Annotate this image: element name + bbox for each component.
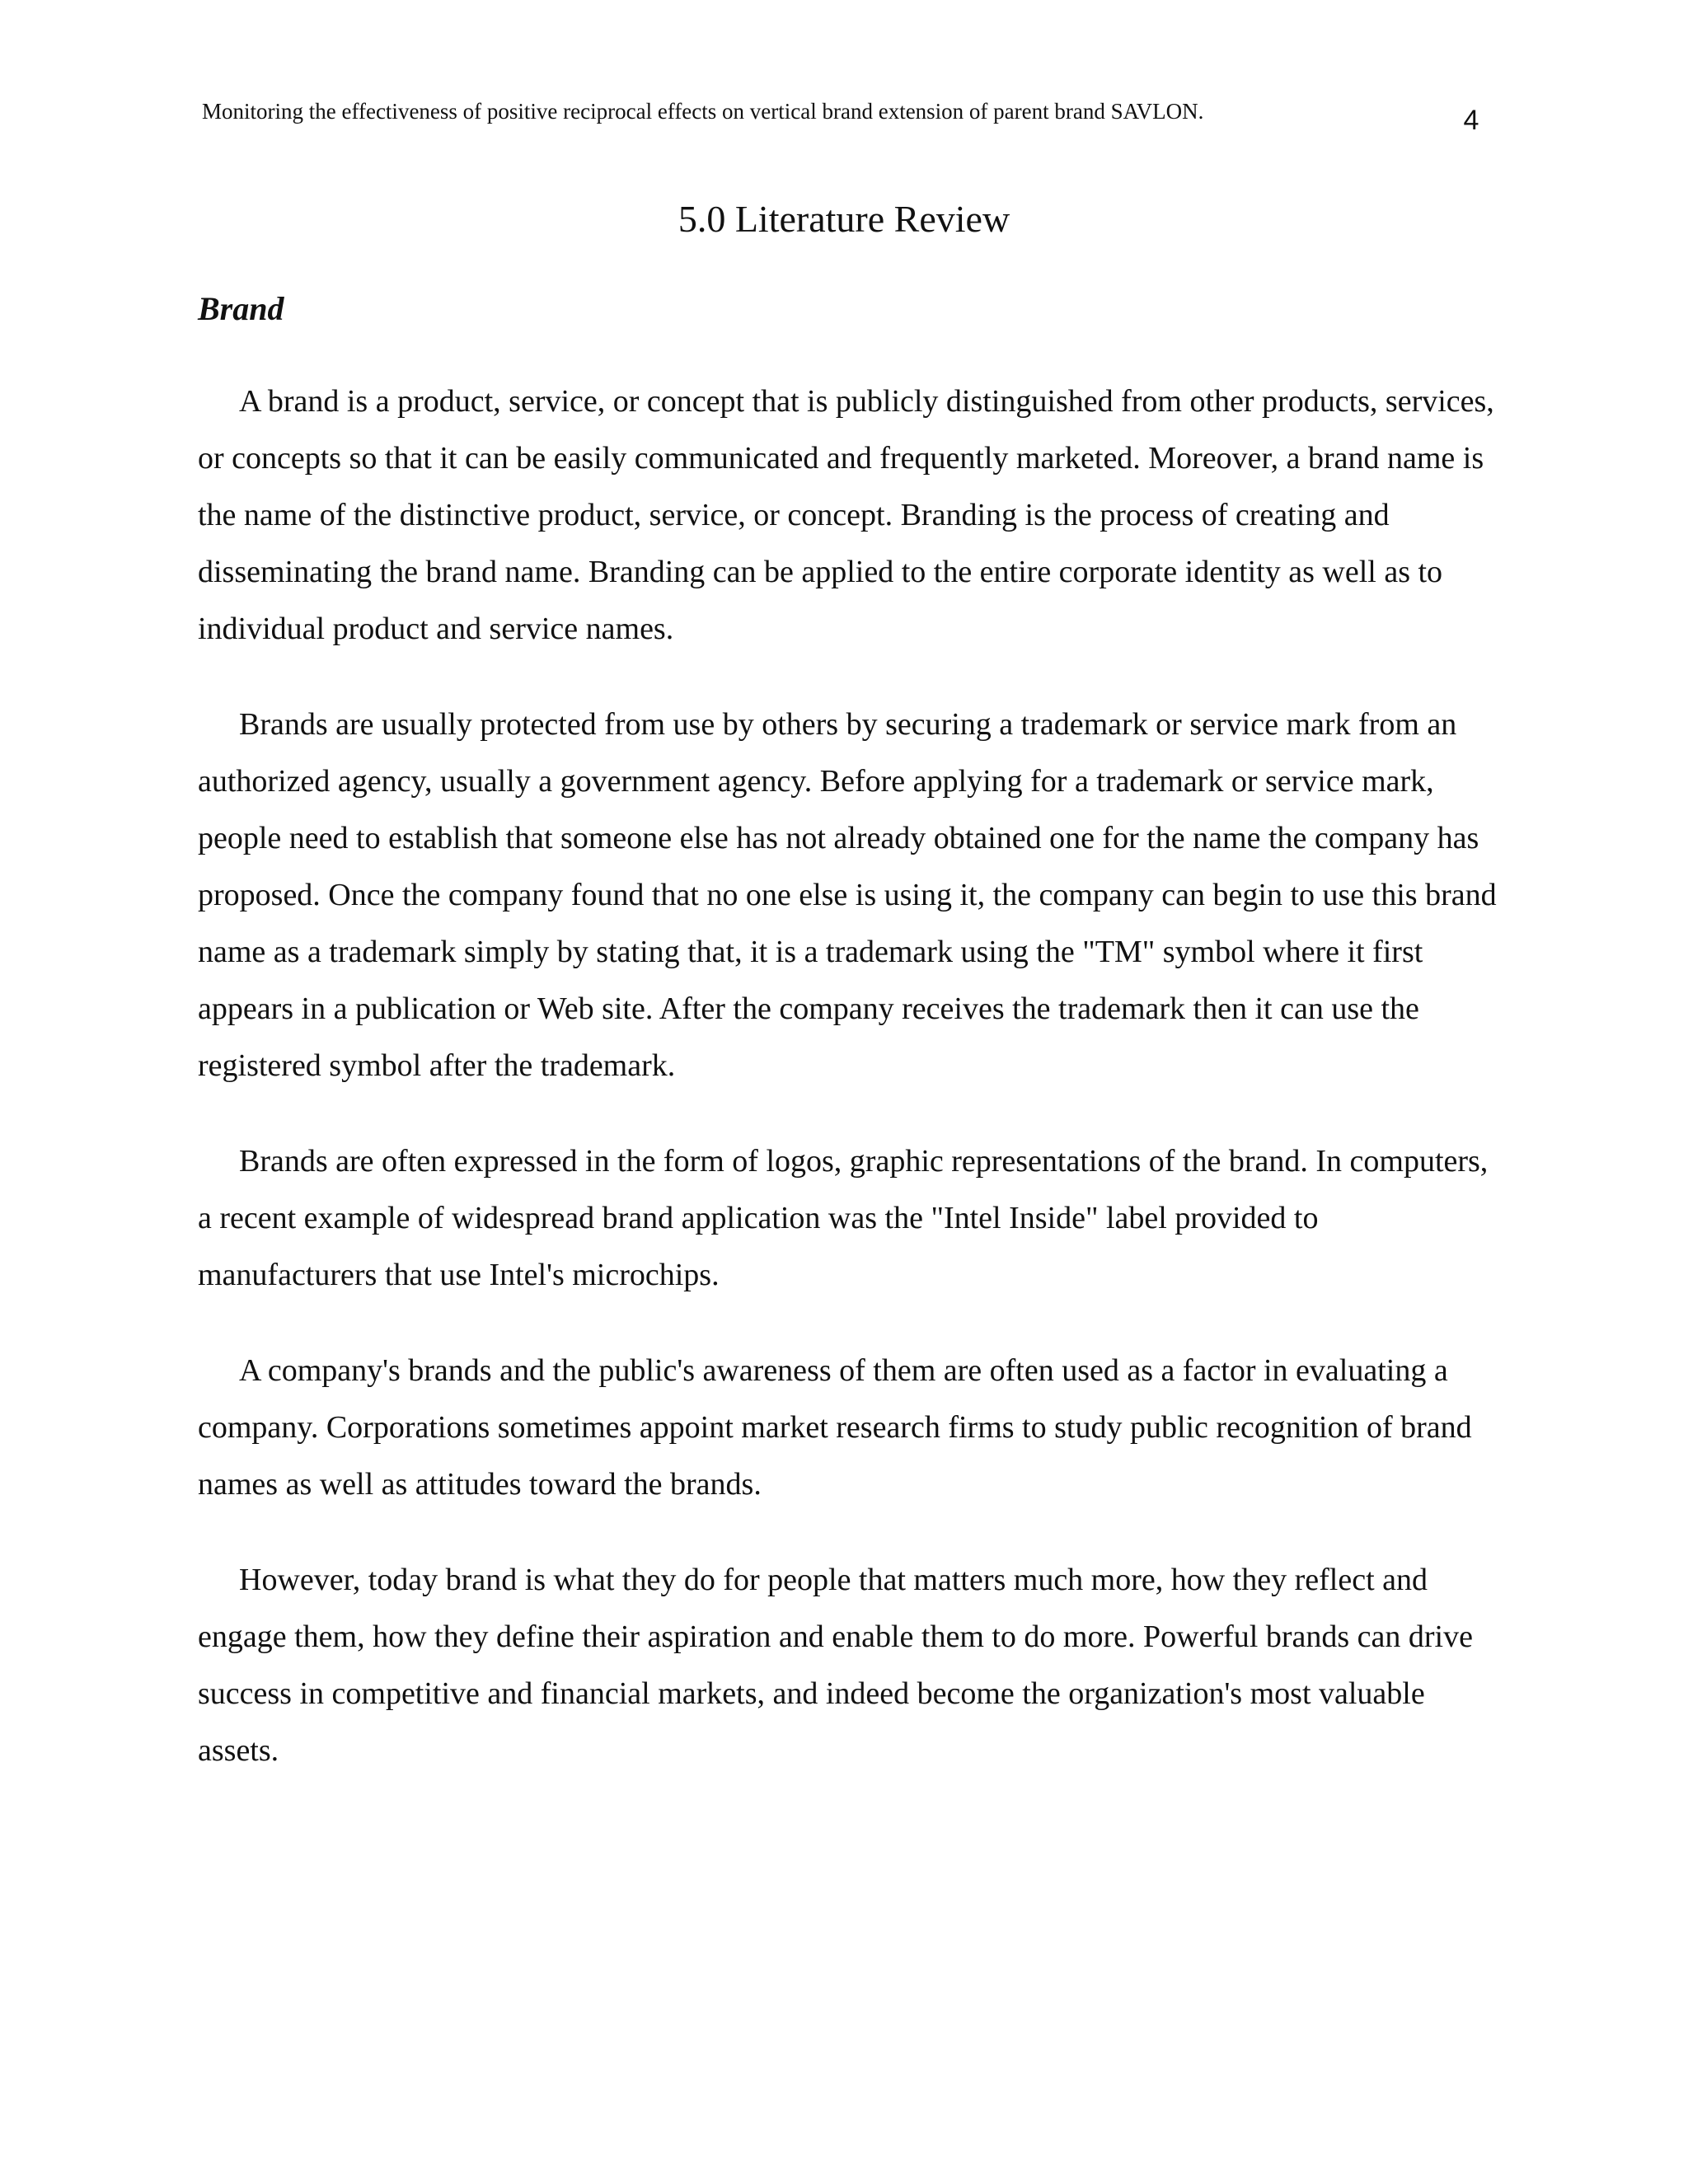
paragraph-brand-value: However, today brand is what they do for people that matters much more, how they reflect and engage them, how they define their aspiration and enable them to do more. Powerful brands can drive success in competitive and financial markets, and indeed become the organization's most valuable assets. [198,1563,1473,1768]
running-head: Monitoring the effectiveness of positive reciprocal effects on vertical brand extension of parent brand SAVLON. [202,99,1204,124]
body-text [198,373,1500,1818]
paragraph-brand-awareness: A company's brands and the public's awareness of them are often used as a factor in evaluating a company. Corporations sometimes appoint market research firms to study public recognition of brand names as well as attitudes toward the brands. [198,1353,1472,1502]
page-number: 4 [1463,105,1479,136]
section-title: 5.0 Literature Review [678,198,1010,240]
subheading-brand: Brand [198,290,284,327]
paragraph-trademark-protection: Brands are usually protected from use by others by securing a trademark or service mark from an authorized agency, usually a government agency. Before applying for a trademark or service mark, people need to establish that someone else has not already obtained one for the name the company has proposed. Once the company found that no one else is using it, the company can begin to use this brand name as a trademark simply by stating that, it is a trademark using the "TM" symbol where it first appears in a publication or Web site. After the company receives the trademark then it can use the registered symbol after the trademark. [198,707,1497,1083]
paragraph-logos: Brands are often expressed in the form of logos, graphic representations of the brand. In computers, a recent example of widespread brand application was the "Intel Inside" label provided to manufacturers that use Intel's microchips. [198,1144,1489,1292]
paragraph-brand-definition: A brand is a product, service, or concept that is publicly distinguished from other products, services, or concepts so that it can be easily communicated and frequently marketed. Moreover, a brand name is the name of the distinctive product, service, or concept. Branding is the process of creating and disseminating the brand name. Branding can be applied to the entire corporate identity as well as to individual product and service names. [198,384,1494,646]
